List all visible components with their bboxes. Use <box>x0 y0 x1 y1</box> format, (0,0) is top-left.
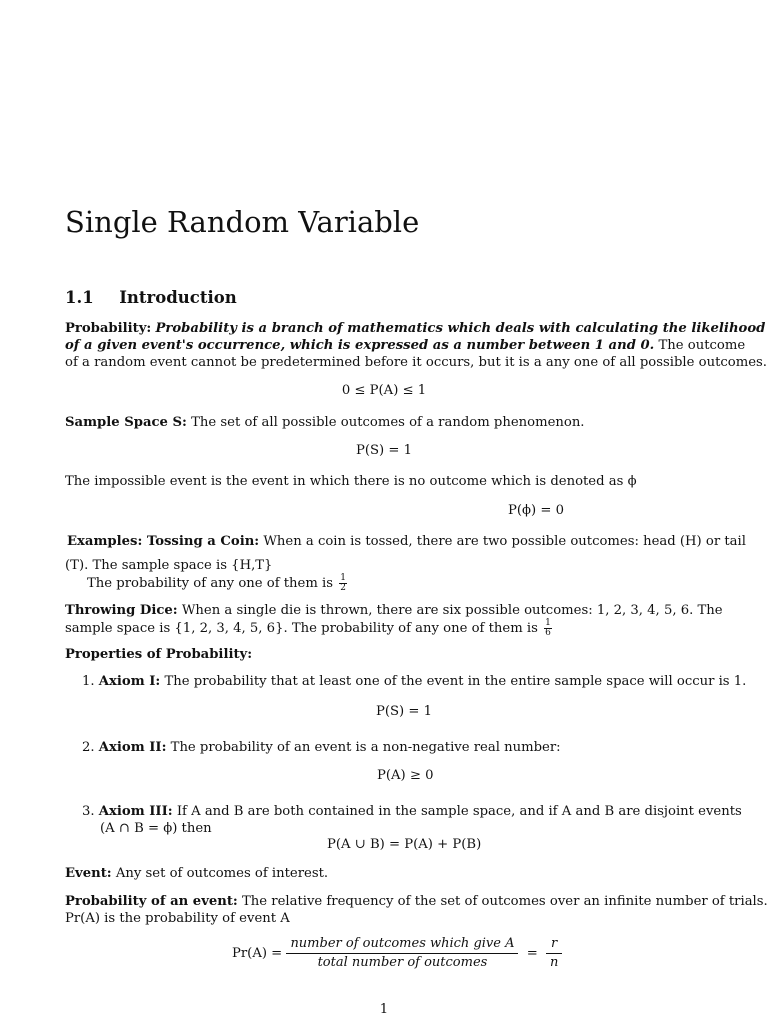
probability-rest-2: The outcome <box>654 338 746 353</box>
axiom-1-number: 1. <box>82 674 95 689</box>
dice-fraction <box>544 619 552 638</box>
axiom-1 <box>82 673 746 690</box>
axiom-3-text-2: (A ∩ B = ϕ) then <box>100 821 212 836</box>
formula-lhs: Pr(A) = <box>232 946 283 961</box>
dice-example <box>65 602 725 638</box>
axiom-3 <box>82 803 742 837</box>
coin-fraction <box>339 574 347 593</box>
equation-1: 0 ≤ P(A) ≤ 1 <box>341 383 427 398</box>
probability-of-event-text: The relative frequency of the set of outcomes over an infinite number of trials. <box>237 894 768 909</box>
section-number: 1.1 <box>65 288 94 307</box>
properties-title: Properties of Probability: <box>65 647 253 662</box>
equation-2: P(S) = 1 <box>355 443 413 458</box>
formula-ratio <box>546 936 562 971</box>
dice-text: When a single die is thrown, there are six possible outcomes: 1, 2, 3, 4, 5, 6. The <box>177 603 723 618</box>
coin-fraction-denominator: 2 <box>340 583 346 593</box>
coin-line-3: The probability of any one of them is <box>87 576 338 591</box>
equation-3: P(ϕ) = 0 <box>508 503 564 518</box>
axiom-3-text: If A and B are both contained in the sample space, and if A and B are disjoint events <box>172 804 742 819</box>
probability-of-event-label: Probability of an event: <box>65 894 238 909</box>
probability-of-event-line-2: Pr(A) is the probability of event A <box>65 911 290 926</box>
dice-fraction-numerator: 1 <box>545 618 551 628</box>
sample-space-paragraph <box>65 414 585 431</box>
probability-definition-1: Probability is a branch of mathematics which deals with calculating the likelihood <box>155 321 766 336</box>
section-title: Introduction <box>119 288 237 307</box>
probability-line-3: of a random event cannot be predetermined before it occurs, but it is a any one of all possible outcomes. <box>65 355 767 370</box>
formula-denominator: total number of outcomes <box>317 955 488 970</box>
dice-label: Throwing Dice: <box>65 603 178 618</box>
coin-text: When a coin is tossed, there are two possible outcomes: head (H) or tail <box>259 534 746 549</box>
probability-definition-2: of a given event's occurrence, which is expressed as a number between 1 and 0. <box>65 338 655 353</box>
event-definition <box>65 865 328 882</box>
formula-ratio-denominator: n <box>549 955 559 970</box>
formula-ratio-numerator: r <box>546 936 562 954</box>
axiom-1-equation: P(S) = 1 <box>376 704 433 719</box>
probability-formula <box>232 936 562 971</box>
axiom-1-text: The probability that at least one of the event in the entire sample space will occur is 1. <box>160 674 747 689</box>
chapter-title: Single Random Variable <box>65 205 420 239</box>
formula-fraction <box>286 936 518 971</box>
dice-fraction-denominator: 6 <box>545 628 551 638</box>
dice-line-2: sample space is {1, 2, 3, 4, 5, 6}. The probability of any one of them is <box>65 621 543 636</box>
coin-example <box>65 533 746 593</box>
formula-equals: = <box>526 946 538 961</box>
axiom-2-equation: P(A) ≥ 0 <box>377 768 434 783</box>
axiom-2-label: Axiom II: <box>98 740 167 755</box>
page-number: 1 <box>379 1002 389 1017</box>
probability-paragraph <box>65 320 767 371</box>
formula-numerator: number of outcomes which give A <box>286 936 518 954</box>
probability-label: Probability: <box>65 321 152 336</box>
axiom-2 <box>82 739 561 756</box>
coin-label: Examples: Tossing a Coin: <box>67 534 260 549</box>
event-label: Event: <box>65 866 112 881</box>
coin-line-2: (T). The sample space is {H,T} <box>65 558 273 573</box>
sample-space-text: The set of all possible outcomes of a random phenomenon. <box>186 415 585 430</box>
axiom-3-label: Axiom III: <box>98 804 173 819</box>
axiom-2-number: 2. <box>82 740 95 755</box>
section-heading <box>65 288 237 307</box>
axiom-2-text: The probability of an event is a non-negative real number: <box>166 740 561 755</box>
axiom-1-label: Axiom I: <box>98 674 161 689</box>
event-text: Any set of outcomes of interest. <box>111 866 329 881</box>
axiom-3-equation: P(A ∪ B) = P(A) + P(B) <box>327 837 482 852</box>
coin-fraction-numerator: 1 <box>340 573 346 583</box>
probability-of-event <box>65 893 768 927</box>
impossible-event-text: The impossible event is the event in which there is no outcome which is denoted as ϕ <box>65 474 637 489</box>
sample-space-label: Sample Space S: <box>65 415 187 430</box>
axiom-3-number: 3. <box>82 804 95 819</box>
